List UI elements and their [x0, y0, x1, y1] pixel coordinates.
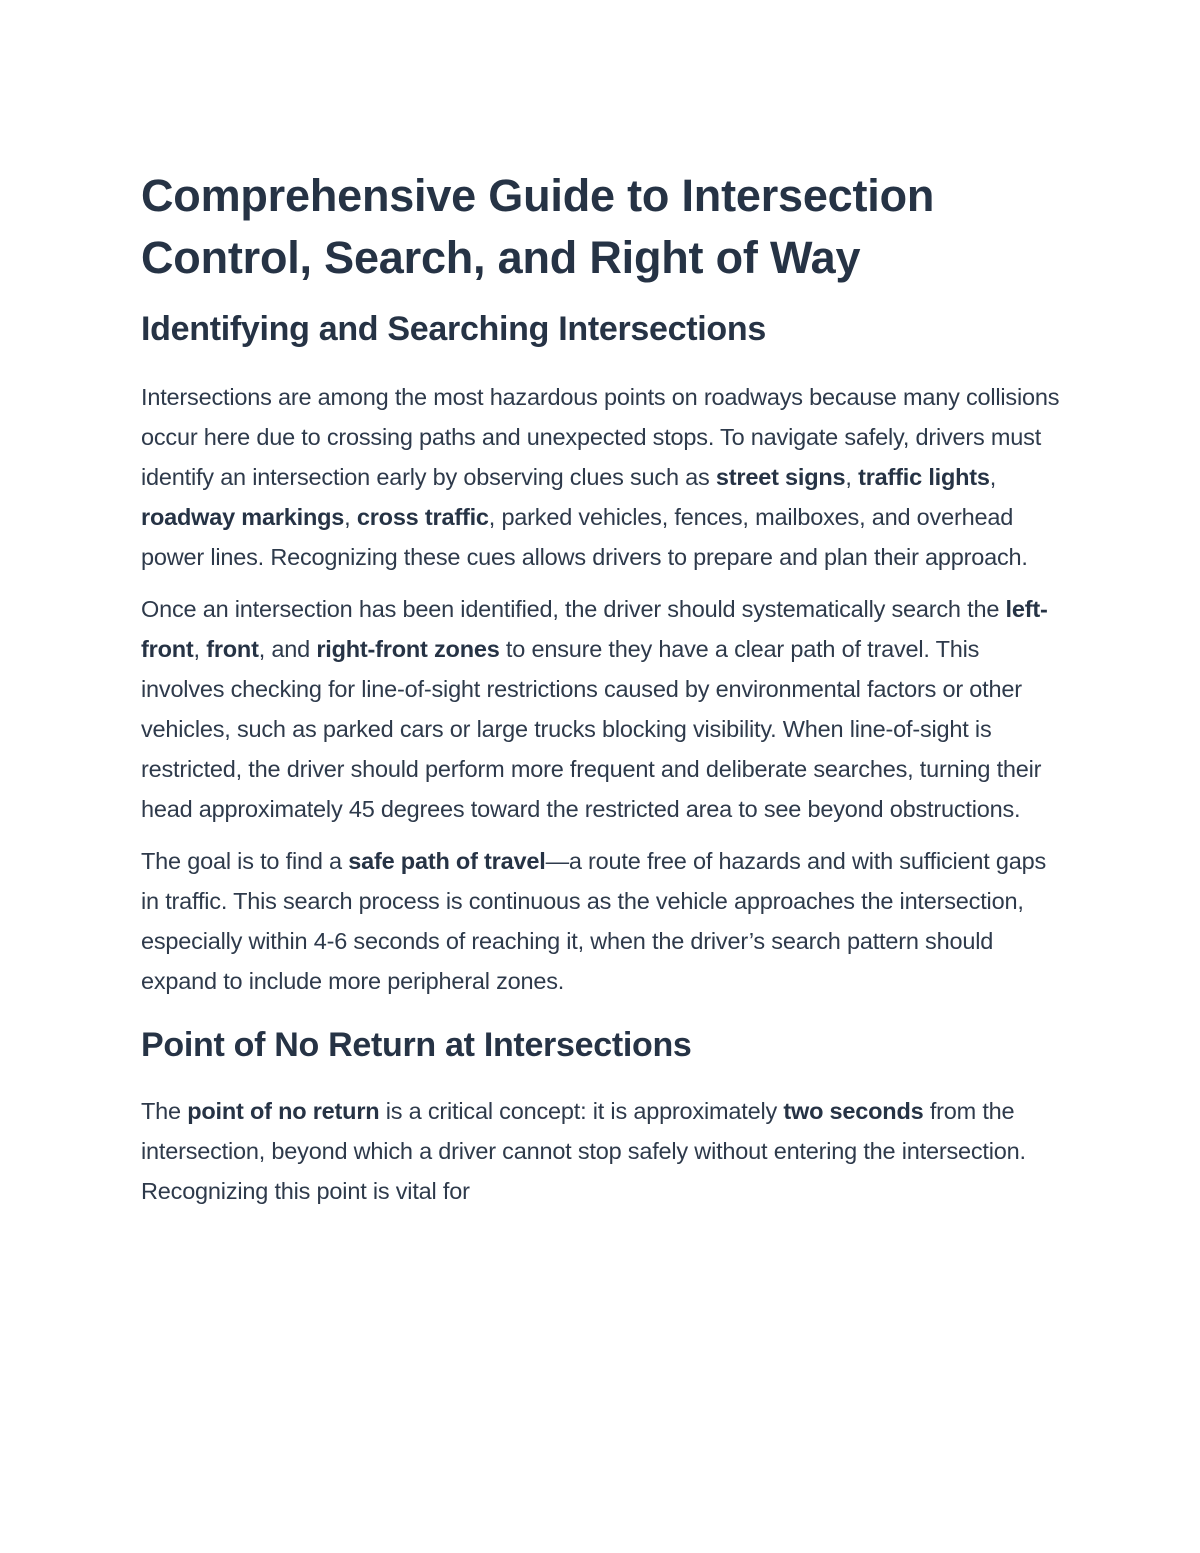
- text-run: is a critical concept: it is approximately: [379, 1098, 784, 1124]
- text-run: from the intersection, beyond which a driver cannot stop safely without entering the intersection. Recognizing this point is vital for: [141, 1098, 1026, 1204]
- bold-text-two-seconds: two seconds: [783, 1098, 924, 1124]
- bold-text-traffic-lights: traffic lights: [858, 464, 990, 490]
- document-title: Comprehensive Guide to Intersection Control, Search, and Right of Way: [141, 170, 935, 283]
- paragraph-intersections-hazard: [141, 377, 1061, 577]
- bold-text-left-front: left-front: [141, 596, 1048, 662]
- bold-text-point-of-no-return: point of no return: [187, 1098, 380, 1124]
- text-run: Once an intersection has been identified, the driver should systematically search the: [141, 596, 1006, 622]
- text-run: The goal is to find a: [141, 848, 349, 874]
- bold-text-front: front: [206, 636, 259, 662]
- bold-text-cross-traffic: cross traffic: [356, 504, 489, 530]
- text-run: The: [141, 1098, 188, 1124]
- bold-text-roadway-markings: roadway markings: [141, 504, 345, 530]
- text-run: , parked vehicles, fences, mailboxes, and overhead power lines. Recognizing these cues allows drivers to prepare and plan their approach.: [141, 504, 1028, 570]
- text-run: to ensure they have a clear path of travel. This involves checking for line-of-sight restrictions caused by environmental factors or other vehicles, such as parked cars or large trucks blocking visibility. When line-of-sight is restricted, the driver should perform more frequent and deliberate searches, turning their head approximately 45 degrees toward the restricted area to see beyond obstructions.: [141, 636, 1042, 822]
- text-run: Intersections are among the most hazardous points on roadways because many collisions occur here due to crossing paths and unexpected stops. To navigate safely, drivers must identify an intersection early by observing clues such as: [141, 384, 1060, 490]
- bold-text-right-front-zones: right-front zones: [316, 636, 500, 662]
- paragraph-safe-path: [141, 841, 1061, 1001]
- text-run: ,: [989, 464, 997, 490]
- bold-text-street-signs: street signs: [715, 464, 846, 490]
- section-heading-point-of-no-return: Point of No Return at Intersections: [141, 1026, 692, 1064]
- bold-text-safe-path-of-travel: safe path of travel: [348, 848, 546, 874]
- text-run: —a route free of hazards and with sufficient gaps in traffic. This search process is continuous as the vehicle approaches the intersection, especially within 4-6 seconds of reaching it, when the driver’s search pattern should expand to include more peripheral zones.: [141, 848, 1047, 994]
- paragraph-search-zones: [141, 589, 1061, 829]
- text-run: ,: [344, 504, 357, 530]
- text-run: ,: [193, 636, 207, 662]
- section-heading-identifying: Identifying and Searching Intersections: [141, 310, 766, 348]
- text-run: , and: [258, 636, 317, 662]
- text-run: ,: [845, 464, 859, 490]
- paragraph-point-of-no-return: [141, 1091, 1061, 1211]
- document-page: [141, 165, 1061, 1211]
